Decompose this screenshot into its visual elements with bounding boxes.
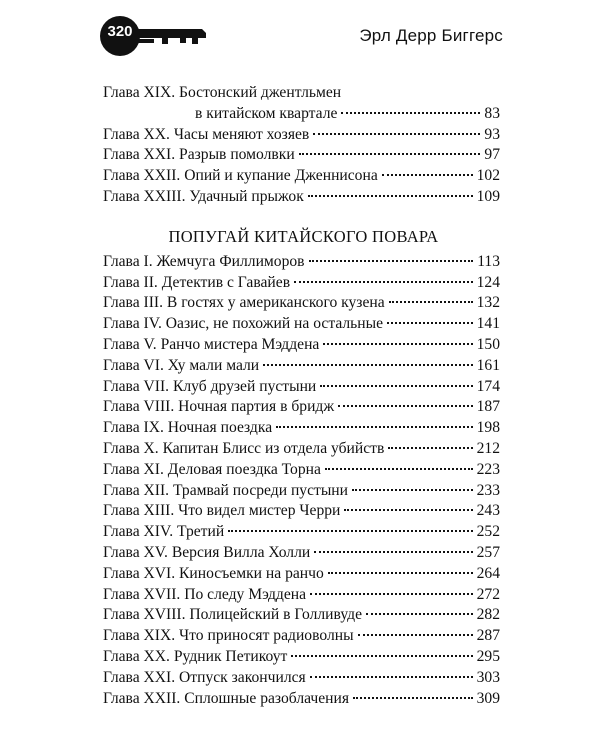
toc-entry [103, 481, 500, 502]
toc-entry-page: 272 [476, 585, 500, 603]
toc-entry-title: Глава V. Ранчо мистера Мэддена [103, 335, 320, 353]
toc-entry-page: 93 [484, 125, 500, 143]
toc-part1 [103, 83, 500, 208]
toc-entry-page: 295 [476, 647, 500, 665]
dot-leader [344, 509, 472, 511]
toc-entry-page: 282 [476, 606, 500, 624]
toc-entry-page: 109 [476, 187, 500, 205]
dot-leader [291, 655, 472, 657]
toc-entry-page: 141 [476, 315, 500, 333]
toc-entry-title: Глава VI. Ху мали мали [103, 356, 260, 374]
toc-entry-title: Глава XXII. Сплошные разоблачения [103, 689, 350, 707]
toc-entry-page: 257 [476, 543, 500, 561]
toc-entry [103, 104, 500, 125]
toc-entry [103, 293, 500, 314]
toc-entry-title: Глава XI. Деловая поездка Торна [103, 460, 321, 478]
dot-leader [338, 405, 472, 407]
toc-entry-title: Глава VIII. Ночная партия в бридж [103, 398, 335, 416]
dot-leader [389, 301, 473, 303]
toc-entry-page: 113 [477, 252, 500, 270]
toc-entry [103, 418, 500, 439]
toc-entry-page: 233 [476, 481, 500, 499]
toc-entry-title: в китайском квартале [195, 104, 338, 122]
dot-leader [294, 281, 473, 283]
toc-entry-title: Глава I. Жемчуга Филлиморов [103, 252, 305, 270]
page-number: 320 [107, 23, 133, 40]
dot-leader [328, 572, 473, 574]
toc-entry [103, 689, 500, 710]
toc-entry-page: 132 [476, 294, 500, 312]
dot-leader [310, 676, 473, 678]
toc-entry [103, 377, 500, 398]
toc-entry-page: 252 [476, 523, 500, 541]
toc-entry [103, 335, 500, 356]
dot-leader [353, 697, 473, 699]
dot-leader [358, 634, 473, 636]
dot-leader [382, 174, 473, 176]
toc-entry-title: Глава XIV. Третий [103, 523, 225, 541]
dot-leader [314, 551, 472, 553]
toc-entry-page: 187 [476, 398, 500, 416]
toc-entry [103, 314, 500, 335]
toc-entry [103, 125, 500, 146]
running-title: Эрл Дерр Биггерс [359, 26, 503, 45]
toc-entry-page: 174 [476, 377, 500, 395]
toc-entry-title: Глава IV. Оазис, не похожий на остальные [103, 315, 384, 333]
toc-entry [103, 252, 500, 273]
toc-entry [103, 564, 500, 585]
dot-leader [276, 426, 472, 428]
toc-entry-title: Глава XVII. По следу Мэддена [103, 585, 307, 603]
toc-entry-title: Глава XV. Версия Вилла Холли [103, 543, 311, 561]
dot-leader [308, 195, 473, 197]
toc-entry [103, 145, 500, 166]
dot-leader [325, 468, 473, 470]
toc-entry-title: Глава X. Капитан Блисс из отдела убийств [103, 439, 385, 457]
toc-entry-title: Глава XX. Часы меняют хозяев [103, 125, 310, 143]
table-of-contents [103, 83, 500, 709]
toc-entry [103, 273, 500, 294]
toc-entry-page: 309 [476, 689, 500, 707]
toc-entry [103, 439, 500, 460]
toc-entry-page: 212 [476, 439, 500, 457]
toc-entry-title: Глава XII. Трамвай посреди пустыни [103, 481, 348, 499]
toc-entry [103, 460, 500, 481]
toc-entry-page: 83 [484, 104, 500, 122]
toc-entry [103, 356, 500, 377]
dot-leader [299, 153, 481, 155]
dot-leader [387, 322, 473, 324]
toc-entry-page: 287 [476, 627, 500, 645]
toc-entry-page: 150 [476, 335, 500, 353]
toc-entry [103, 83, 500, 104]
toc-entry-title: Глава VII. Клуб друзей пустыни [103, 377, 317, 395]
toc-entry [103, 626, 500, 647]
toc-entry-title: Глава XXIII. Удачный прыжок [103, 187, 304, 205]
toc-entry-title: Глава XXI. Разрыв помолвки [103, 146, 295, 164]
toc-entry-title: Глава III. В гостях у американского кузена [103, 294, 385, 312]
toc-entry [103, 501, 500, 522]
toc-entry-page: 303 [476, 668, 500, 686]
toc-entry-page: 198 [476, 419, 500, 437]
dot-leader [320, 385, 472, 387]
toc-entry-page: 124 [476, 273, 500, 291]
dot-leader [263, 364, 472, 366]
toc-entry-title: Глава XXI. Отпуск закончился [103, 668, 306, 686]
toc-entry-title: Глава IX. Ночная поездка [103, 419, 273, 437]
dot-leader [323, 343, 472, 345]
dot-leader [228, 530, 472, 532]
toc-entry-page: 223 [476, 460, 500, 478]
toc-entry [103, 166, 500, 187]
toc-entry-title: Глава XXII. Опий и купание Дженнисона [103, 167, 378, 185]
toc-entry [103, 668, 500, 689]
toc-entry-page: 161 [476, 356, 500, 374]
toc-part2 [103, 252, 500, 710]
toc-entry-title: Глава XIII. Что видел мистер Черри [103, 502, 341, 520]
dot-leader [341, 112, 480, 114]
toc-entry-title: Глава XX. Рудник Петикоут [103, 647, 288, 665]
dot-leader [310, 593, 473, 595]
toc-entry-page: 102 [476, 167, 500, 185]
dot-leader [388, 447, 472, 449]
toc-entry-page: 264 [476, 564, 500, 582]
toc-entry [103, 187, 500, 208]
toc-entry-title: Глава XIX. Что приносят радиоволны [103, 627, 354, 645]
dot-leader [352, 489, 473, 491]
dot-leader [366, 613, 473, 615]
toc-entry [103, 605, 500, 626]
section-title: ПОПУГАЙ КИТАЙСКОГО ПОВАРА [168, 226, 439, 246]
dot-leader [309, 260, 474, 262]
toc-entry-page: 97 [484, 146, 500, 164]
toc-entry-page: 243 [476, 502, 500, 520]
page-header [0, 0, 600, 80]
toc-entry [103, 397, 500, 418]
toc-entry [103, 647, 500, 668]
toc-entry-title: Глава XVIII. Полицейский в Голливуде [103, 606, 363, 624]
toc-entry-title: Глава XIX. Бостонский джентльмен [103, 84, 342, 101]
dot-leader [313, 133, 480, 135]
toc-entry-title: Глава II. Детектив с Гавайев [103, 273, 291, 291]
toc-entry-title: Глава XVI. Киносъемки на ранчо [103, 564, 324, 582]
toc-entry [103, 522, 500, 543]
toc-entry [103, 543, 500, 564]
toc-entry [103, 585, 500, 606]
